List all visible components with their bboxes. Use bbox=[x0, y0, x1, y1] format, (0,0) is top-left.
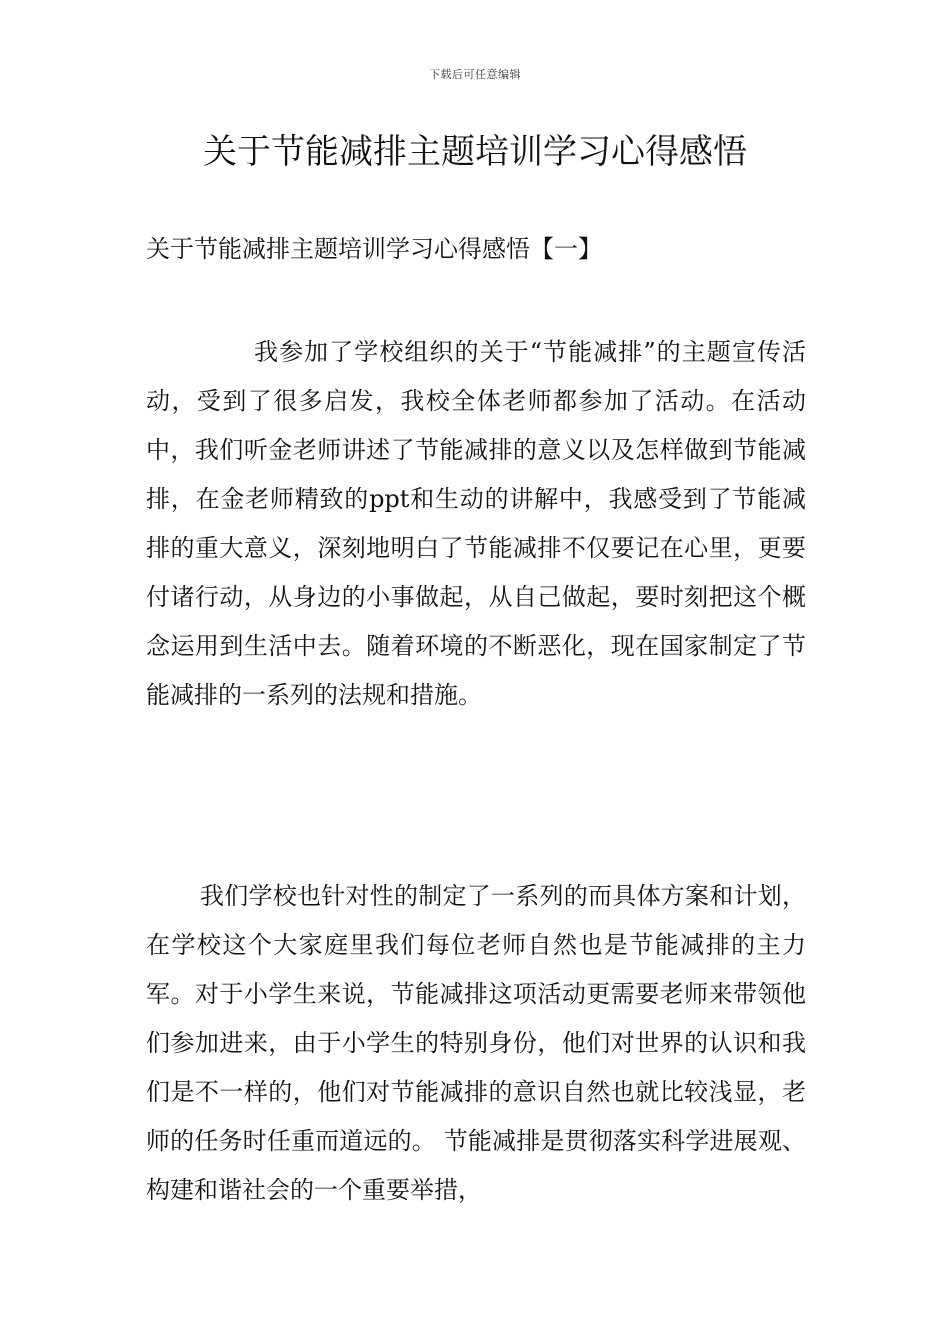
document-title: 关于节能减排主题培训学习心得感悟 bbox=[203, 132, 747, 172]
header-note: 下载后可任意编辑 bbox=[429, 68, 521, 81]
section-heading: 关于节能减排主题培训学习心得感悟【一】 bbox=[146, 235, 602, 263]
body-paragraph-1: 我参加了学校组织的关于“节能减排”的主题宣传活动，受到了很多启发，我校全体老师都参加了活动。在活动中，我们听金老师讲述了节能减排的意义以及怎样做到节能减排，在金老师精致的ppt和生动的讲解中，我感受到了节能减排的重大意义，深刻地明白了节能减排不仅要记在心里，更要付诸行动，从身边的小事做起，从自己做起，要时刻把这个概念运用到生活中去。随着环境的不断恶化，现在国家制定了节能减排的一系列的法规和措施。 bbox=[146, 338, 806, 709]
body-paragraph-2: 我们学校也针对性的制定了一系列的而具体方案和计划，在学校这个大家庭里我们每位老师自然也是节能减排的主力军。对于小学生来说，节能减排这项活动更需要老师来带领他们参加进来，由于小学生的特别身份，他们对世界的认识和我们是不一样的，他们对节能减排的意识自然也就比较浅显，老师的任务时任重而道远的。 节能减排是贯彻落实科学进展观、构建和谐社会的一个重要举措， bbox=[146, 882, 806, 1204]
